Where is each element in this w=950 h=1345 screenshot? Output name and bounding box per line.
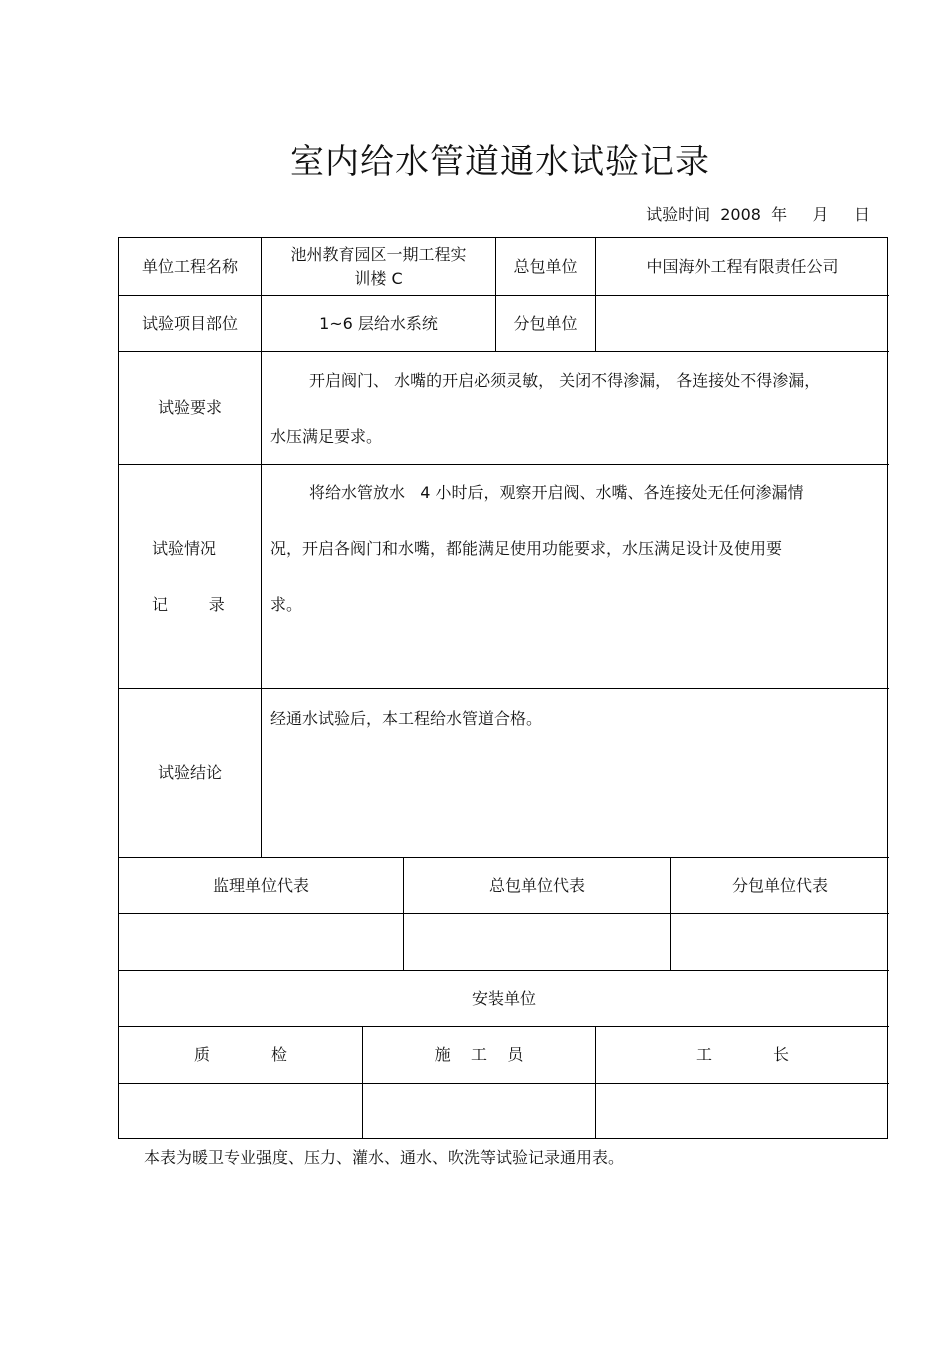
record-line-2: 况，开启各阀门和水嘴，都能满足使用功能要求，水压满足设计及使用要	[270, 539, 783, 558]
record-label-line-2: 记 录	[152, 595, 225, 614]
general-rep-label: 总包单位代表	[488, 875, 585, 895]
quality-check-label: 质 检	[193, 1045, 288, 1064]
construction-worker-label: 施 工 员	[434, 1045, 524, 1064]
general-contractor-label: 总包单位	[513, 256, 578, 276]
requirement-line-2: 水压满足要求。	[270, 427, 383, 446]
unit-project-value-line2: 训楼 C	[354, 268, 403, 288]
test-item-value: 1~6 层给水系统	[319, 313, 438, 333]
unit-project-value-line1: 池州教育园区一期工程实	[290, 244, 467, 264]
sub-rep-label: 分包单位代表	[731, 875, 828, 895]
install-unit-label: 安装单位	[471, 988, 536, 1008]
conclusion-label: 试验结论	[157, 763, 222, 782]
test-date: 试验时间 2008 年 月 日	[646, 205, 870, 224]
conclusion-text: 经通水试验后，本工程给水管道合格。	[270, 709, 543, 728]
record-line-1: 将给水管放水 4 小时后，观察开启阀、水嘴、各连接处无任何渗漏情	[309, 483, 804, 502]
footer-note: 本表为暖卫专业强度、压力、灌水、通水、吹洗等试验记录通用表。	[144, 1148, 625, 1167]
page-title: 室内给水管道通水试验记录	[290, 142, 710, 182]
record-table	[118, 237, 888, 1139]
supervisor-rep-label: 监理单位代表	[212, 875, 309, 895]
requirement-label: 试验要求	[157, 398, 222, 417]
unit-project-value	[262, 238, 495, 295]
test-item-label: 试验项目部位	[141, 313, 238, 333]
record-label-line-1: 试验情况	[152, 539, 217, 558]
requirement-line-1: 开启阀门、 水嘴的开启必须灵敏， 关闭不得渗漏， 各连接处不得渗漏，	[309, 371, 821, 390]
subcontractor-value	[596, 296, 889, 351]
general-contractor-value: 中国海外工程有限责任公司	[646, 256, 839, 276]
foreman-label: 工 长	[695, 1045, 790, 1064]
record-line-3: 求。	[270, 595, 303, 614]
unit-project-label: 单位工程名称	[141, 256, 238, 276]
subcontractor-label: 分包单位	[513, 313, 578, 333]
